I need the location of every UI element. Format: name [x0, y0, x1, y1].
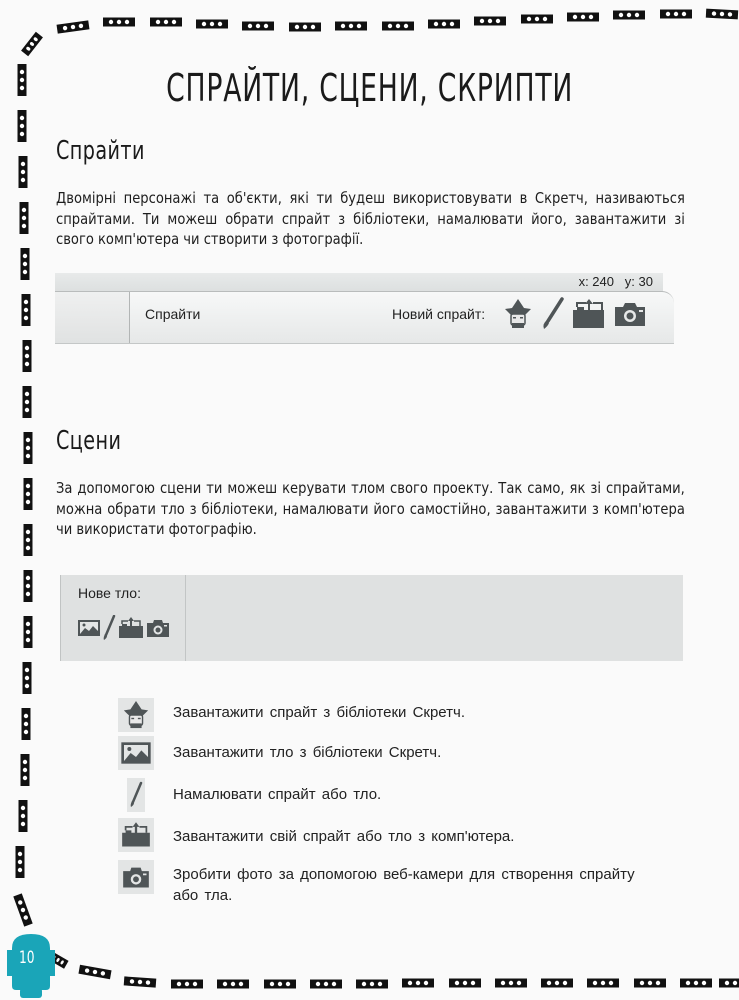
legend-item	[118, 818, 515, 852]
sprite-library-icon[interactable]	[503, 298, 533, 334]
stage-coords-bar	[55, 273, 663, 292]
legend-item	[118, 736, 442, 770]
legend-text: Намалювати спрайт або тло.	[173, 786, 382, 803]
scenes-heading: Сцени	[56, 426, 122, 456]
page-number: 10	[18, 948, 35, 968]
sprites-label: Спрайти	[145, 306, 201, 322]
legend-text: Завантажити спрайт з бібліотеки Скретч.	[173, 704, 465, 721]
sprites-heading: Спрайти	[56, 136, 145, 166]
sprites-paragraph: Двомірні персонажі та об'єкти, які ти будеш використовувати в Скретч, називаються спрайтами. Ти можеш обрати спрайт з бібліотеки, намалювати його, завантажити зі свого комп'ютера чи створити з фотографії.	[56, 189, 685, 248]
legend-text-continued: або тла.	[173, 887, 233, 904]
camera-icon	[118, 860, 154, 894]
legend-item	[118, 698, 465, 732]
legend-item	[118, 860, 635, 904]
new-backdrop-label: Нове тло:	[78, 585, 141, 601]
stage-panel	[60, 575, 683, 661]
camera-icon[interactable]	[613, 300, 647, 332]
paint-brush-icon[interactable]	[539, 297, 565, 335]
scenes-paragraph: За допомогою сцени ти можеш керувати тлом свого проекту. Так само, як зі спрайтами, можна обрати тло з бібліотеки, намалювати його самостійно, завантажити з комп'ютера чи використати фотографію.	[56, 479, 685, 538]
stage-thumbnail-column	[55, 292, 130, 343]
mouse-coordinates: x: 240 y: 30	[578, 274, 653, 289]
new-backdrop-buttons	[78, 615, 170, 645]
paint-brush-icon	[127, 778, 145, 812]
backdrop-library-icon[interactable]	[78, 619, 100, 641]
legend-text: Зробити фото за допомогою веб-камери для створення спрайту	[173, 866, 635, 883]
new-sprite-label: Новий спрайт:	[392, 306, 486, 322]
upload-folder-icon[interactable]	[571, 298, 607, 334]
new-sprite-buttons	[503, 297, 647, 335]
legend-text: Завантажити свій спрайт або тло з комп'ютера.	[173, 828, 515, 845]
sprite-pane-header	[55, 291, 674, 344]
sprite-library-icon	[118, 698, 154, 732]
new-backdrop-column	[60, 575, 186, 661]
legend-item	[118, 778, 382, 812]
camera-icon[interactable]	[146, 618, 170, 642]
upload-folder-icon[interactable]	[118, 617, 144, 643]
page-title: СПРАЙТИ, СЦЕНИ, СКРИПТИ	[166, 66, 574, 110]
legend-text: Завантажити тло з бібліотеки Скретч.	[173, 744, 442, 761]
upload-folder-icon	[118, 818, 154, 852]
backdrop-library-icon	[118, 736, 154, 770]
paint-brush-icon[interactable]	[102, 615, 116, 645]
